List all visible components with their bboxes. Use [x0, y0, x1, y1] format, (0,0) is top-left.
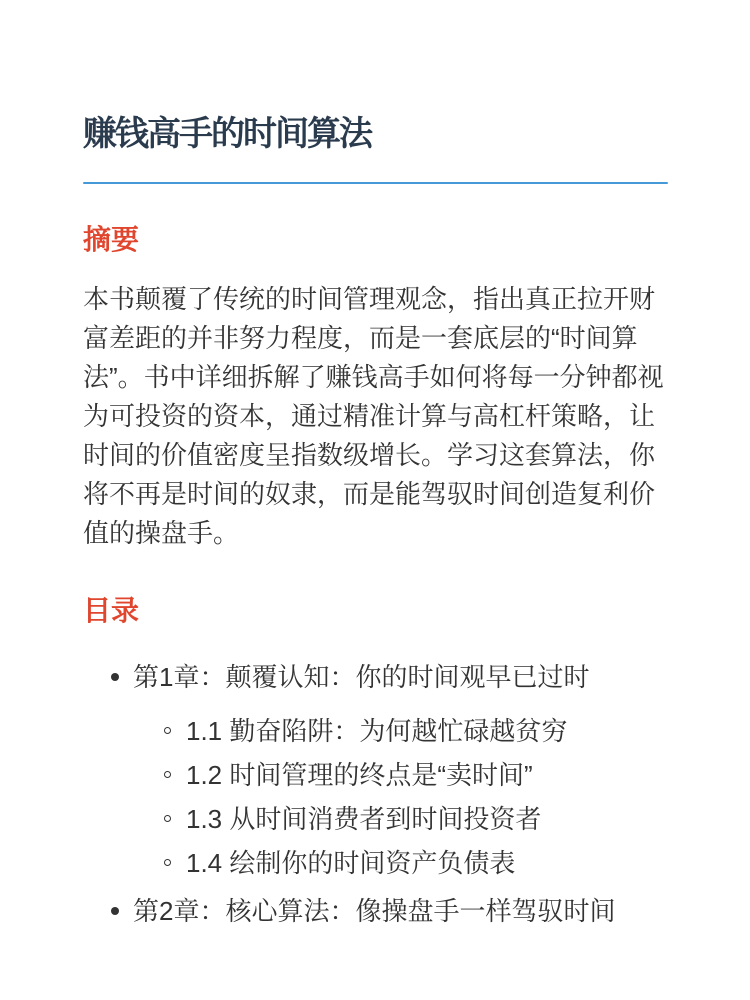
hollow-bullet-icon: [164, 815, 171, 822]
filled-bullet-icon: [111, 673, 119, 681]
toc-section-1-1: [133, 714, 668, 748]
toc-section-1-4-label: 1.4 绘制你的时间资产负债表: [186, 848, 516, 878]
toc-chapter-1-sections: [133, 714, 668, 880]
toc-chapter-2: [83, 894, 668, 928]
summary-heading: 摘要: [83, 224, 140, 255]
hollow-bullet-icon: [164, 859, 171, 866]
toc-section-1-2-label: 1.2 时间管理的终点是“卖时间”: [186, 760, 533, 790]
filled-bullet-icon: [111, 907, 119, 915]
hollow-bullet-icon: [164, 771, 171, 778]
hollow-bullet-icon: [164, 727, 171, 734]
title-divider: [83, 182, 668, 184]
toc-section-1-2: [133, 758, 668, 792]
summary-paragraph: 本书颠覆了传统的时间管理观念，指出真正拉开财富差距的并非努力程度，而是一套底层的“时间算法”。书中详细拆解了赚钱高手如何将每一分钟都视为可投资的资本，通过精准计算与高杠杆策略，让时间的价值密度呈指数级增长。学习这套算法，你将不再是时间的奴隶，而是能驾驭时间创造复利价值的操盘手。: [83, 284, 664, 548]
toc-list: [83, 660, 668, 928]
toc-section-1-3-label: 1.3 从时间消费者到时间投资者: [186, 804, 542, 834]
toc-chapter-1: [83, 660, 668, 880]
toc-section-1-1-label: 1.1 勤奋陷阱：为何越忙碌越贫穷: [186, 716, 568, 746]
page-title: 赚钱高手的时间算法: [83, 115, 371, 153]
toc-chapter-2-label: 第2章：核心算法：像操盘手一样驾驭时间: [133, 896, 616, 926]
toc-section-1-3: [133, 802, 668, 836]
toc-chapter-1-label: 第1章：颠覆认知：你的时间观早已过时: [133, 662, 590, 692]
toc-section-1-4: [133, 846, 668, 880]
toc-heading: 目录: [83, 595, 140, 626]
